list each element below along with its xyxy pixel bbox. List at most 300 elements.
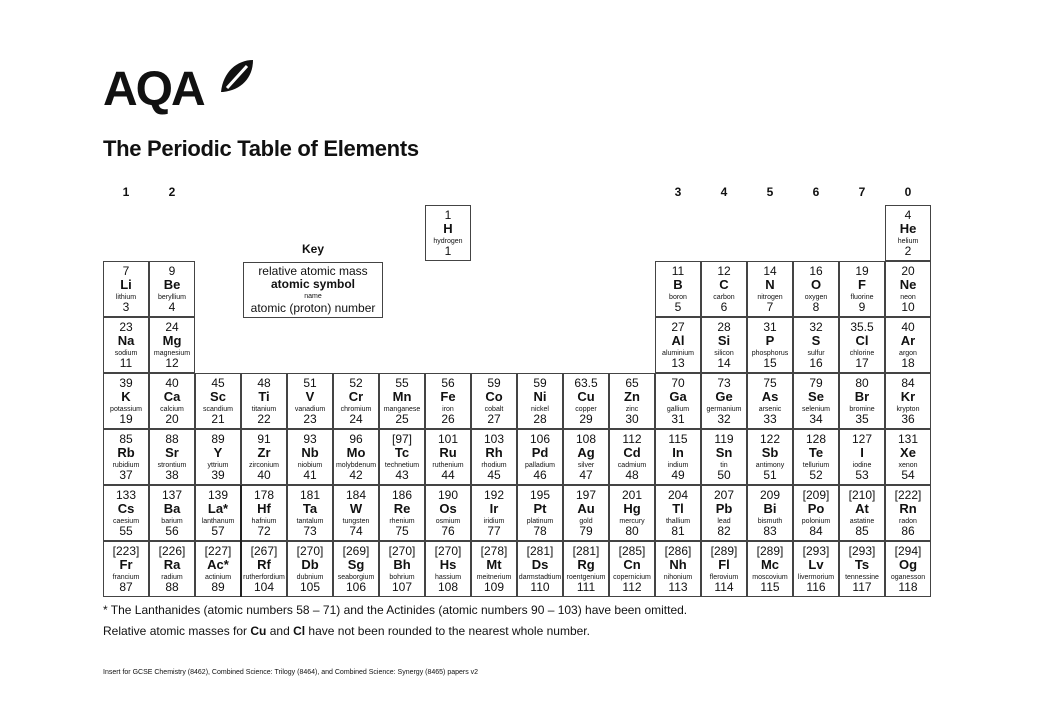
element-symbol: Bi [763, 501, 777, 516]
element-symbol: Ds [531, 557, 549, 572]
key-name-label: name [304, 293, 322, 300]
element-name: platinum [526, 518, 554, 525]
element-name: indium [667, 462, 689, 469]
element-number: 10 [901, 300, 915, 314]
element-symbol: Nb [301, 445, 319, 460]
omitted-note: * The Lanthanides (atomic numbers 58 – 71) and the Actinides (atomic numbers 90 – 103) have been omitted. [103, 603, 688, 617]
element-number: 28 [533, 412, 547, 426]
element-name: aluminium [662, 350, 694, 357]
element-cell [103, 261, 149, 317]
element-name: bismuth [757, 518, 783, 525]
element-symbol: Sb [761, 445, 779, 460]
element-name: antimony [755, 462, 785, 469]
element-name: astatine [849, 518, 875, 525]
element-number: 110 [530, 580, 550, 594]
element-mass: 63.5 [574, 376, 598, 390]
rounding-suffix: have not been rounded to the nearest whole number. [305, 624, 590, 638]
element-name: strontium [157, 462, 187, 469]
element-cell [379, 373, 425, 429]
element-cell [425, 205, 471, 261]
element-cell [885, 205, 931, 261]
element-cell [149, 373, 195, 429]
element-cell [195, 429, 241, 485]
element-mass: 207 [713, 488, 735, 502]
element-number: 30 [625, 412, 639, 426]
element-mass: 59 [533, 376, 547, 390]
element-name: tellurium [802, 462, 830, 469]
element-mass: 55 [395, 376, 409, 390]
element-name: oxygen [804, 294, 828, 301]
element-number: 43 [395, 468, 409, 482]
element-mass: [278] [480, 544, 508, 558]
element-number: 49 [671, 468, 685, 482]
element-mass: 197 [575, 488, 597, 502]
element-name: cadmium [617, 462, 647, 469]
element-symbol: Ts [854, 557, 870, 572]
element-mass: 24 [165, 320, 179, 334]
element-mass: 186 [391, 488, 413, 502]
element-symbol: Fr [119, 557, 133, 572]
element-cell [241, 485, 287, 541]
element-mass: 195 [529, 488, 551, 502]
element-symbol: Xe [900, 445, 916, 460]
element-mass: 65 [625, 376, 639, 390]
element-symbol: K [121, 389, 131, 404]
element-cell [609, 429, 655, 485]
element-symbol: Ni [533, 389, 547, 404]
element-mass: 108 [575, 432, 597, 446]
element-symbol: Nh [669, 557, 687, 572]
element-symbol: Pt [533, 501, 547, 516]
element-cell [655, 373, 701, 429]
element-symbol: S [811, 333, 821, 348]
element-symbol: Fe [440, 389, 456, 404]
element-mass: 35.5 [850, 320, 874, 334]
element-mass: 4 [904, 208, 912, 222]
element-name: nihonium [663, 574, 693, 581]
element-name: vanadium [294, 406, 326, 413]
element-mass: [281] [572, 544, 600, 558]
element-number: 37 [119, 468, 133, 482]
element-mass: 128 [805, 432, 827, 446]
element-name: polonium [801, 518, 831, 525]
element-cell [149, 317, 195, 373]
element-name: copernicium [613, 574, 651, 581]
element-name: seaborgium [337, 574, 375, 581]
element-name: nickel [531, 406, 549, 413]
element-cell [517, 429, 563, 485]
element-name: niobium [297, 462, 323, 469]
element-cell [103, 317, 149, 373]
element-number: 83 [763, 524, 777, 538]
element-mass: 20 [901, 264, 915, 278]
element-number: 1 [444, 244, 452, 258]
element-number: 105 [299, 580, 321, 594]
element-number: 116 [806, 580, 826, 594]
element-name: potassium [110, 406, 142, 413]
element-number: 117 [852, 580, 872, 594]
element-symbol: Be [163, 277, 181, 292]
element-symbol: Au [577, 501, 595, 516]
element-mass: 190 [437, 488, 459, 502]
element-symbol: C [719, 277, 729, 292]
element-symbol: Zr [257, 445, 271, 460]
element-number: 55 [119, 524, 133, 538]
rounding-mid: and [266, 624, 294, 638]
element-number: 15 [763, 356, 777, 370]
element-name: rutherfordium [243, 574, 285, 581]
element-number: 20 [165, 412, 179, 426]
element-name: helium [897, 238, 919, 245]
element-number: 113 [668, 580, 688, 594]
element-name: silver [577, 462, 595, 469]
element-name: rhodium [481, 462, 507, 469]
element-symbol: Y [213, 445, 223, 460]
element-mass: 14 [763, 264, 777, 278]
element-number: 53 [855, 468, 869, 482]
element-mass: [294] [894, 544, 922, 558]
element-number: 50 [717, 468, 731, 482]
element-mass: 16 [809, 264, 823, 278]
element-name: phosphorus [751, 350, 789, 357]
element-cell [425, 429, 471, 485]
element-cell [195, 541, 241, 597]
element-symbol: Te [808, 445, 824, 460]
element-number: 42 [349, 468, 363, 482]
element-mass: [281] [526, 544, 554, 558]
element-cell [379, 485, 425, 541]
group-header: 7 [858, 185, 866, 199]
element-name: neon [900, 294, 916, 301]
element-mass: 93 [303, 432, 317, 446]
aqa-logo [103, 58, 263, 118]
element-symbol: Ir [489, 501, 499, 516]
element-number: 25 [395, 412, 409, 426]
element-mass: 112 [622, 432, 642, 446]
element-symbol: At [855, 501, 869, 516]
element-symbol: Ra [163, 557, 181, 572]
element-symbol: Ag [577, 445, 595, 460]
element-mass: 79 [809, 376, 823, 390]
element-symbol: Pd [531, 445, 549, 460]
element-name: technetium [384, 462, 420, 469]
element-mass: 48 [257, 376, 271, 390]
element-number: 47 [579, 468, 593, 482]
element-cell [701, 317, 747, 373]
element-name: germanium [706, 406, 742, 413]
element-number: 19 [119, 412, 133, 426]
element-cell [885, 373, 931, 429]
element-cell [839, 541, 885, 597]
element-name: hydrogen [433, 238, 463, 245]
element-symbol: N [765, 277, 775, 292]
element-mass: 119 [714, 432, 734, 446]
element-symbol: I [860, 445, 864, 460]
element-name: moscovium [752, 574, 788, 581]
element-symbol: Tc [394, 445, 410, 460]
element-name: rhenium [389, 518, 415, 525]
element-number: 111 [576, 580, 596, 594]
element-cell [517, 485, 563, 541]
element-number: 6 [720, 300, 728, 314]
element-mass: [97] [391, 432, 412, 446]
element-cell [655, 541, 701, 597]
element-cell [563, 373, 609, 429]
element-number: 76 [441, 524, 455, 538]
element-mass: 106 [529, 432, 551, 446]
element-symbol: Ti [258, 389, 270, 404]
group-header: 0 [904, 185, 912, 199]
element-name: tennessine [845, 574, 879, 581]
logo-text: AQA [103, 63, 204, 116]
element-symbol: Sr [165, 445, 179, 460]
element-name: actinium [204, 574, 232, 581]
element-mass: 51 [303, 376, 317, 390]
element-number: 14 [717, 356, 731, 370]
element-cell [701, 261, 747, 317]
element-cell [241, 373, 287, 429]
element-name: sulfur [807, 350, 825, 357]
element-cell [839, 429, 885, 485]
element-number: 17 [855, 356, 869, 370]
element-symbol: Os [439, 501, 457, 516]
element-number: 46 [533, 468, 547, 482]
element-cell [241, 429, 287, 485]
rounding-cu: Cu [250, 624, 267, 638]
element-name: iridium [483, 518, 505, 525]
element-symbol: Kr [900, 389, 916, 404]
lanthanide-separator [240, 485, 242, 597]
element-mass: 31 [763, 320, 777, 334]
element-name: boron [669, 294, 687, 301]
element-cell [655, 485, 701, 541]
element-number: 26 [441, 412, 455, 426]
element-name: argon [899, 350, 917, 357]
element-mass: 91 [257, 432, 271, 446]
element-cell [701, 429, 747, 485]
element-number: 80 [625, 524, 639, 538]
element-symbol: Hg [623, 501, 641, 516]
element-number: 23 [303, 412, 317, 426]
element-cell [655, 261, 701, 317]
element-name: cobalt [484, 406, 504, 413]
element-mass: [289] [710, 544, 738, 558]
element-number: 81 [671, 524, 685, 538]
element-number: 112 [622, 580, 642, 594]
element-symbol: Tl [672, 501, 684, 516]
element-symbol: Si [717, 333, 731, 348]
element-symbol: Ge [715, 389, 733, 404]
element-cell [793, 373, 839, 429]
element-mass: 40 [165, 376, 179, 390]
element-number: 73 [303, 524, 317, 538]
element-symbol: V [305, 389, 315, 404]
element-cell [195, 485, 241, 541]
element-cell [839, 317, 885, 373]
element-cell [287, 373, 333, 429]
element-name: gallium [666, 406, 690, 413]
element-name: molybdenum [335, 462, 377, 469]
element-cell [103, 373, 149, 429]
element-mass: 139 [207, 488, 229, 502]
element-cell [379, 429, 425, 485]
element-number: 89 [211, 580, 225, 594]
element-mass: 39 [119, 376, 133, 390]
element-name: rubidium [112, 462, 140, 469]
element-symbol: Cr [348, 389, 364, 404]
element-number: 75 [395, 524, 409, 538]
element-symbol: In [672, 445, 684, 460]
element-symbol: Se [808, 389, 824, 404]
element-mass: [226] [158, 544, 186, 558]
element-name: copper [575, 406, 597, 413]
element-symbol: Rn [899, 501, 917, 516]
element-cell [885, 541, 931, 597]
element-number: 39 [211, 468, 225, 482]
rounding-prefix: Relative atomic masses for [103, 624, 251, 638]
element-name: scandium [203, 406, 233, 413]
key-title: Key [301, 242, 324, 256]
element-cell [885, 429, 931, 485]
group-header: 3 [674, 185, 682, 199]
element-name: yttrium [207, 462, 229, 469]
element-name: iron [442, 406, 454, 413]
element-mass: [210] [848, 488, 876, 502]
element-mass: [222] [894, 488, 922, 502]
element-number: 106 [345, 580, 367, 594]
element-number: 79 [579, 524, 593, 538]
element-mass: 70 [671, 376, 685, 390]
element-cell [701, 373, 747, 429]
element-symbol: Hf [257, 501, 271, 516]
element-mass: 103 [483, 432, 505, 446]
element-mass: 192 [483, 488, 505, 502]
element-number: 13 [671, 356, 685, 370]
element-mass: 201 [621, 488, 643, 502]
element-mass: 89 [211, 432, 225, 446]
element-number: 48 [625, 468, 639, 482]
element-cell [609, 373, 655, 429]
element-number: 74 [349, 524, 363, 538]
element-cell [793, 317, 839, 373]
element-name: oganesson [890, 574, 926, 581]
page-title: The Periodic Table of Elements [103, 136, 419, 161]
element-mass: 11 [671, 264, 685, 278]
element-symbol: Og [898, 557, 918, 572]
element-mass: 80 [855, 376, 869, 390]
element-name: lanthanum [201, 518, 235, 525]
element-number: 2 [904, 244, 912, 258]
element-name: iodine [852, 462, 872, 469]
element-mass: 32 [809, 320, 823, 334]
element-cell [563, 541, 609, 597]
element-number: 21 [211, 412, 225, 426]
element-cell [885, 261, 931, 317]
element-cell [747, 317, 793, 373]
element-mass: 73 [717, 376, 731, 390]
element-number: 107 [391, 580, 413, 594]
element-name: chlorine [849, 350, 875, 357]
element-name: radium [161, 574, 183, 581]
element-cell [195, 373, 241, 429]
element-name: tin [720, 462, 728, 469]
element-symbol: Ac* [207, 557, 229, 572]
element-mass: 19 [855, 264, 869, 278]
element-symbol: As [761, 389, 779, 404]
element-cell [885, 485, 931, 541]
element-symbol: Al [671, 333, 685, 348]
element-cell [747, 373, 793, 429]
element-mass: [227] [204, 544, 232, 558]
element-name: meitnerium [476, 574, 512, 581]
element-symbol: Co [485, 389, 503, 404]
element-symbol: Cu [577, 389, 595, 404]
element-cell [103, 429, 149, 485]
element-number: 114 [714, 580, 734, 594]
element-symbol: Mc [760, 557, 780, 572]
element-symbol: Ta [302, 501, 318, 516]
element-cell [425, 373, 471, 429]
element-number: 45 [487, 468, 501, 482]
element-number: 11 [119, 356, 133, 370]
element-name: selenium [801, 406, 830, 413]
element-name: beryllium [157, 294, 186, 301]
element-symbol: H [443, 221, 453, 236]
group-header: 6 [812, 185, 820, 199]
element-number: 4 [168, 300, 176, 314]
element-cell [333, 485, 379, 541]
element-number: 84 [809, 524, 823, 538]
element-number: 115 [760, 580, 780, 594]
element-symbol: Lv [808, 557, 824, 572]
element-number: 18 [901, 356, 915, 370]
element-name: darmstadtium [518, 574, 562, 581]
element-symbol: Cl [855, 333, 869, 348]
element-symbol: Sn [715, 445, 733, 460]
element-mass: 131 [897, 432, 919, 446]
element-number: 88 [165, 580, 179, 594]
element-cell [517, 373, 563, 429]
element-symbol: Pb [715, 501, 733, 516]
element-symbol: Rf [257, 557, 271, 572]
element-symbol: Hs [439, 557, 457, 572]
element-cell [103, 485, 149, 541]
element-symbol: Re [393, 501, 411, 516]
element-mass: [289] [756, 544, 784, 558]
element-number: 5 [674, 300, 682, 314]
element-symbol: W [349, 501, 363, 516]
element-cell [747, 485, 793, 541]
element-cell [701, 541, 747, 597]
element-name: xenon [898, 462, 918, 469]
element-number: 85 [855, 524, 869, 538]
element-number: 36 [901, 412, 915, 426]
element-cell [287, 429, 333, 485]
element-name: thallium [665, 518, 691, 525]
element-symbol: La* [207, 501, 229, 516]
element-symbol: Mo [346, 445, 366, 460]
element-number: 34 [809, 412, 823, 426]
element-name: roentgenium [566, 574, 606, 581]
element-mass: 178 [253, 488, 275, 502]
element-number: 78 [533, 524, 547, 538]
element-cell [609, 541, 655, 597]
element-mass: 52 [349, 376, 363, 390]
element-mass: 137 [161, 488, 183, 502]
element-name: tungsten [342, 518, 370, 525]
element-symbol: Mg [162, 333, 182, 348]
element-name: dubnium [296, 574, 324, 581]
